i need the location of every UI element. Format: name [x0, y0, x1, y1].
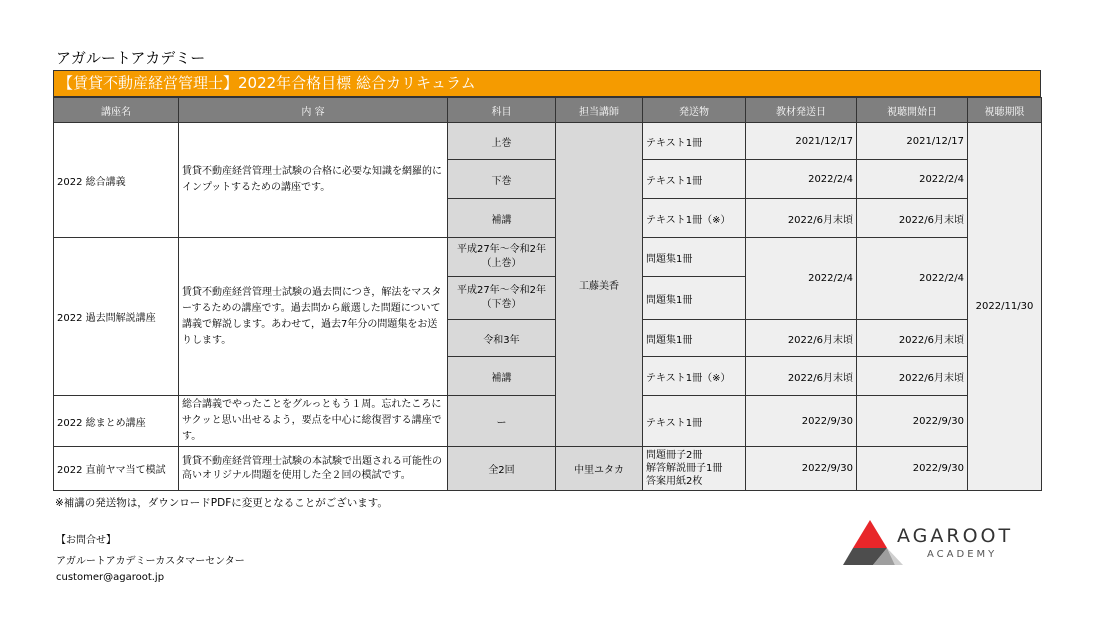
subject-cell: 全2回	[448, 447, 556, 491]
header-start-date: 視聴開始日	[857, 98, 968, 123]
ship-date-cell: 2022/6月末頃	[746, 199, 857, 238]
subject-cell: 平成27年～令和2年 （下巻）	[448, 277, 556, 320]
subject-cell: 上巻	[448, 123, 556, 160]
subject-cell: 補講	[448, 199, 556, 238]
ship-date-cell: 2022/9/30	[746, 396, 857, 447]
course-description: 総合講義でやったことをグルっともう１周。忘れたころにサクッと思い出せるよう，要点を中心に総復習する講座です。	[179, 396, 448, 447]
contact-center: アガルートアカデミーカスタマーセンター	[56, 556, 245, 567]
ship-date-cell: 2022/2/4	[746, 160, 857, 199]
instructor-cell: 工藤美香	[556, 123, 643, 447]
table-row	[54, 447, 1042, 491]
start-date-cell: 2022/2/4	[857, 238, 968, 320]
contact-email[interactable]: customer@agaroot.jp	[56, 572, 165, 583]
start-date-cell: 2022/6月末頃	[857, 357, 968, 396]
curriculum-table	[53, 97, 1042, 491]
course-name: 2022 直前ヤマ当て模試	[54, 447, 179, 491]
material-cell: 問題冊子2冊 解答解説冊子1冊 答案用紙2枚	[643, 447, 746, 491]
table-row	[54, 123, 1042, 160]
ship-date-cell: 2022/6月末頃	[746, 320, 857, 357]
curriculum-title: 【賃貸不動産経営管理士】2022年合格目標 総合カリキュラム	[53, 70, 1041, 97]
material-cell: テキスト1冊	[643, 160, 746, 199]
header-ship-date: 教材発送日	[746, 98, 857, 123]
ship-date-cell: 2022/6月末頃	[746, 357, 857, 396]
material-cell: テキスト1冊（※）	[643, 357, 746, 396]
table-row	[54, 238, 1042, 277]
course-name: 2022 総合講義	[54, 123, 179, 238]
material-cell: テキスト1冊（※）	[643, 199, 746, 238]
header-instructor: 担当講師	[556, 98, 643, 123]
material-cell: 問題集1冊	[643, 277, 746, 320]
ship-date-cell: 2021/12/17	[746, 123, 857, 160]
start-date-cell: 2022/2/4	[857, 160, 968, 199]
start-date-cell: 2022/6月末頃	[857, 199, 968, 238]
contact-heading: 【お問合せ】	[56, 535, 116, 546]
ship-date-cell: 2022/9/30	[746, 447, 857, 491]
subject-cell: 下巻	[448, 160, 556, 199]
table-row	[54, 396, 1042, 447]
header-content: 内 容	[179, 98, 448, 123]
instructor-cell: 中里ユタカ	[556, 447, 643, 491]
org-name: アガルートアカデミー	[56, 49, 206, 67]
logo-wordmark: AGAROOT	[897, 525, 1014, 547]
start-date-cell: 2022/6月末頃	[857, 320, 968, 357]
footnote: ※補講の発送物は，ダウンロードPDFに変更となることがございます。	[55, 497, 388, 509]
course-name: 2022 総まとめ講座	[54, 396, 179, 447]
subject-cell: 補講	[448, 357, 556, 396]
course-name: 2022 過去問解説講座	[54, 238, 179, 396]
header-material: 発送物	[643, 98, 746, 123]
start-date-cell: 2022/9/30	[857, 396, 968, 447]
header-deadline: 視聴期限	[968, 98, 1042, 123]
course-description: 賃貸不動産経営管理士試験の本試験で出題される可能性の高いオリジナル問題を使用した全２回の模試です。	[179, 447, 448, 491]
subject-cell: ー	[448, 396, 556, 447]
logo-subtitle: ACADEMY	[927, 549, 998, 560]
material-cell: 問題集1冊	[643, 238, 746, 277]
material-cell: 問題集1冊	[643, 320, 746, 357]
course-description: 賃貸不動産経営管理士試験の合格に必要な知識を網羅的にインプットするための講座です。	[179, 123, 448, 238]
ship-date-cell: 2022/2/4	[746, 238, 857, 320]
header-course: 講座名	[54, 98, 179, 123]
header-subject: 科目	[448, 98, 556, 123]
table-header-row	[54, 98, 1042, 123]
course-description: 賃貸不動産経営管理士試験の過去問につき，解法をマスターするための講座です。過去問から厳選した問題について講義で解説します。あわせて，過去7年分の問題集をお送りします。	[179, 238, 448, 396]
deadline-cell: 2022/11/30	[968, 123, 1042, 491]
subject-cell: 平成27年～令和2年 （上巻）	[448, 238, 556, 277]
material-cell: テキスト1冊	[643, 123, 746, 160]
subject-cell: 令和3年	[448, 320, 556, 357]
start-date-cell: 2021/12/17	[857, 123, 968, 160]
material-cell: テキスト1冊	[643, 396, 746, 447]
start-date-cell: 2022/9/30	[857, 447, 968, 491]
